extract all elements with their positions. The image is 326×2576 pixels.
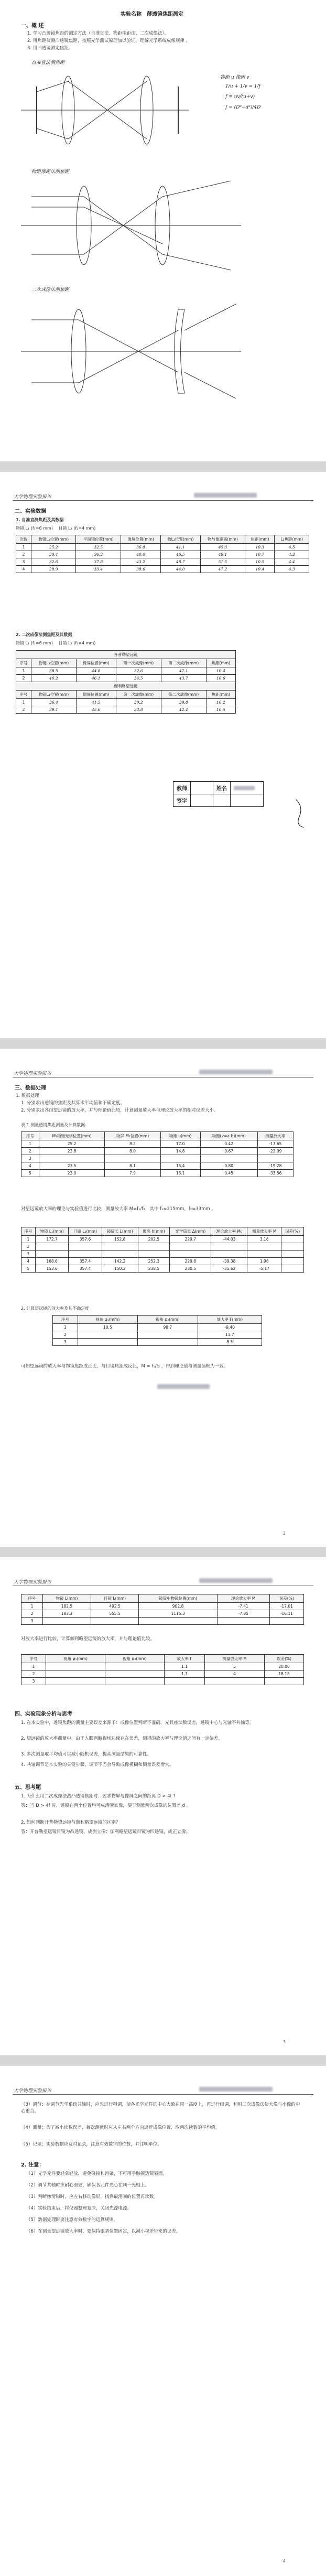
lens-diagram-1	[21, 66, 189, 155]
table-row: 2 11.7	[53, 1331, 262, 1339]
table-row: 4 28.9 33.4 38.6 44.0 47.2 10.4 4.3	[16, 566, 309, 573]
think-line: 答：开普勒望远镜目镜为凸透镜，成倒立像；伽利略望远镜目镜为凹透镜，成正立像。	[21, 1829, 191, 1835]
table-row: 3 32.6 37.8 43.2 48.7 51.5 10.5 4.4	[16, 558, 309, 566]
intro-line: 2. 分别求出各组望远镜的放大率，并与理论值比较，计算测量放大率与理论放大率的相对误差大小。	[21, 1108, 219, 1113]
page-number: 2	[283, 1531, 286, 1536]
list-item: （4）实验结束后，将仪器整理复原，关闭光源电源。	[26, 2206, 132, 2211]
data-table-1: 次数 物镜L₁位置(mm) 平面镜位置(mm) 像屏位置(mm) 物L₁位置(mm) 物与像距离(mm) 焦距(mm) L₂焦距(mm) 1 25.2 32.5 36.8 41.1 45.3 10.3 4.5 2 30.4 36.2 40.0 46.5 49.1 10.7 4.2 3 32.6 37.8 43.2 48.7 51.5 10.5 4.4 4 28.9 33.4 38.6 44.0 47.2 10.4 4.3	[16, 535, 309, 573]
sub-heading: 1. 自准直测焦距及其数据	[16, 518, 64, 522]
table-row: 1 1.1 5 20.00	[21, 1663, 304, 1670]
paragraph: 对望远镜放大率的理论与实验值进行比较，测量放大率 M=f₁/f₂，其中 f₁=215mm，f₂=33mm 。	[21, 1206, 216, 1212]
pen-mark	[294, 797, 309, 828]
page-4	[0, 1557, 326, 2055]
section-heading: 一、概 述	[21, 23, 44, 29]
analysis-line: 1. 在本实验中，透镜焦距的测量主要误差来源于：成像位置判断不准确，光具座读数误差，透镜中心与光轴不共轴等。	[21, 1720, 254, 1726]
data-table-7: 序号 视角 φ₁(mm) 视角 φ₂(mm) 放大率 Γ 测量放大率 M 误差(%) 1 1.1 5 20.00 2 1.7 4 18.18 3	[21, 1654, 304, 1685]
page-3	[0, 1049, 326, 1547]
intro-line: 1. 分别求出透镜的焦距及其算术平均值和不确定度。	[21, 1101, 125, 1106]
sub-note: 物镜 L₁ (f₁=6 mm) 目镜 L₂ (f₂=4 mm)	[16, 641, 96, 645]
intro-line: 1. 数据处理	[16, 1093, 39, 1098]
blurred-info	[194, 493, 257, 498]
sign-label: 签字	[173, 794, 191, 807]
blurred-info	[199, 1070, 273, 1074]
table-row: 5 23.0 7.9 15.1 0.45 -33.56	[21, 1170, 294, 1177]
name-label: 姓名	[213, 782, 231, 794]
data-table-2: 开普勒望远镜 序号 物镜L₁位置(mm) 像屏位置(mm) 第一次成像(mm) 第二次成像(mm) 焦距(mm) 1 38.5 44.8 32.6 42.1 10.4 2 40.2 46.1 34.5 43.7 10.6 伽利略望远镜 序号 物镜L₁位置(mm) 像屏位置(mm) 第一次成像(mm) 第二次成像(mm) 焦距(mm) 1 36.4 41.5 30.2 39.8 10.2 2 39.1 45.6 33.8 42.4 10.5	[16, 650, 236, 714]
blurred-info	[199, 2087, 273, 2092]
table-row: 4 23.5 8.1 15.4 0.80 -19.28	[21, 1162, 294, 1170]
page-header: 大学物理实验报告	[14, 494, 52, 500]
paragraph: （3）调节：在调节光学系统共轴时，应先进行粗调，使各光学元件的中心大致在同一高度上，再进行细调，利用二次成像法使大像与小像的中心重合。	[21, 2102, 300, 2115]
signature-box	[173, 781, 264, 807]
blurred-info	[157, 1384, 210, 1389]
sub-note: 物镜 L₁ (f₁=6 mm) 目镜 L₂ (f₂=4 mm)	[16, 526, 96, 531]
table-row: 1 10.5 98.7 -9.40	[53, 1324, 262, 1331]
teacher-label: 教师	[173, 782, 191, 794]
page-number: 3	[283, 2040, 286, 2044]
paragraph: 可知望远镜的放大率与物镜焦距成正比，与目镜焦距成反比，M = f₁/f₂ ，得到理论值与测量值较为一致。	[21, 1364, 229, 1369]
paragraph: （5）记录：实验数据应及时记录，注意有效数字的位数，并注明单位。	[21, 2142, 162, 2147]
table-row: 1 172.7 357.6 152.8 202.5 229.7 -44.03 3.16	[21, 1236, 304, 1243]
table-row: 4 168.6 357.4 142.2 252.3 229.8 -39.38 1.98	[21, 1258, 304, 1265]
table-row: 2	[21, 1243, 304, 1251]
table-row: 2 1.7 4 18.18	[21, 1670, 304, 1678]
table-row: 5 153.6 357.4 150.3 238.5 230.5 -35.62 -5.17	[21, 1265, 304, 1273]
intro-line: 3. 用凹透镜测定焦距。	[27, 46, 73, 51]
intro-line: 1. 学习凸透镜焦距的测定方法（自准直法、物距像距法、二次成像法）。	[27, 31, 169, 36]
data-table-6: 序号 物镜 L(mm) 目镜 L(mm) 镜筒中物镜位置(mm) 理论放大率 M 误差(%) 1 182.5 492.5 902.8 -7.41 -17.01 2 183.3 555.5 1115.3 -7.85 -16.11 3	[21, 1594, 304, 1625]
paragraph: 对放大率进行比较，计算伽利略望远镜的放大率，并与理论值比较。	[21, 1636, 155, 1642]
page-2	[0, 472, 326, 1038]
page-1	[0, 0, 326, 461]
think-line: 答：当 D > 4f 时，透镜在两个位置均可成清晰实像，便于测量两次成像的位置差 d 。	[21, 1803, 191, 1808]
formula: f = uv/(u+v)	[225, 94, 255, 100]
table-row: 2 183.3 555.5 1115.3 -7.85 -16.11	[21, 1610, 304, 1618]
list-item: （3）判断像清晰时，应左右移动像屏，找到最清晰的位置再读数。	[26, 2194, 158, 2200]
page-header: 大学物理实验报告	[14, 1580, 52, 1585]
data-table-5: 序号 视角 φ₁(mm) 视角 φ₂(mm) 放大率 Γ(mm) 1 10.5 98.7 -9.40 2 11.7 3 8.5	[52, 1315, 262, 1346]
intro-line: 2. 用焦距仪测凸透镜焦距，按照光学测试原理加以验证，理解光学系统成像规律 。	[27, 38, 191, 44]
table-row: 2 39.1 45.6 33.8 42.4 10.5	[16, 706, 236, 714]
page-number: 4	[283, 2559, 286, 2563]
table-row: 3	[21, 1155, 294, 1162]
list-item: （1）光学元件要轻拿轻放，避免碰撞和污染，不可用手触摸透镜表面。	[26, 2171, 167, 2176]
table-caption: 表 1 测量透镜焦距测量及计算数据	[21, 1123, 85, 1127]
table-row: 1 38.5 44.8 32.6 42.1 10.4	[16, 667, 236, 675]
diagram-label: 二次成像法测焦距	[31, 287, 70, 293]
table-row: 1 36.4 41.5 30.2 39.8 10.2	[16, 699, 236, 706]
section-heading: 三、数据处理	[15, 1085, 46, 1091]
table-row: 3 8.5	[53, 1339, 262, 1346]
table-row: 3	[21, 1251, 304, 1258]
section-heading: 五、思考题	[15, 1785, 41, 1791]
lens-diagram-2	[21, 176, 241, 275]
diagram-label: 物距像距法测焦距	[31, 169, 70, 175]
sub-heading: 2. 二次成像法测焦距及其数据	[16, 632, 72, 637]
think-line: 2. 如何判断开普勒望远镜与伽利略望远镜的区别？	[21, 1820, 121, 1825]
table-row: 1 182.5 492.5 902.8 -7.41 -17.01	[21, 1603, 304, 1610]
table-row: 3	[21, 1618, 304, 1625]
section-heading: 二、实验数据	[15, 509, 46, 514]
lens-diagram-3	[21, 294, 241, 409]
analysis-line: 3. 多次测量取平均值可以减小随机误差，提高测量结果的可靠性。	[21, 1752, 151, 1757]
table-row: 1 25.2 8.2 17.0 0.42 -17.65	[21, 1140, 294, 1148]
data-table-4: 序号 物镜 L₁(mm) 目镜 L₂(mm) 镜筒长 L(mm) 像高 h(mm) 光学筒长 Δ(mm) 理论放大率 M₀ 测量放大率 M 误差(%) 1 172.7 357.6 152.8 202.5 229.7 -44.03 3.16 2 3 4 168.6 357.4 142.2 252.3 229.8 -39.38 1.98 5 153.6 357.4 150.3 238.5 230.5 -35.62 -5.17	[21, 1227, 304, 1273]
formula: f = (D²−d²)/4D	[225, 105, 261, 110]
table-row: 2 40.2 46.1 34.5 43.7 10.6	[16, 675, 236, 682]
report-title: 实验名称 薄透镜焦距测定	[121, 12, 183, 17]
section-heading: 四、实验现象分析与思考	[15, 1711, 72, 1717]
formula: 1/u + 1/v = 1/f	[225, 84, 261, 89]
table-row: 2 22.8 8.0 14.8 0.67 -22.09	[21, 1148, 294, 1155]
analysis-line: 2. 望远镜的放大率测量中，由于人眼判断视场边缘存在误差，测得的放大率与理论值之间有一定偏差。	[21, 1736, 223, 1741]
sub-heading: 2. 计算望远镜的放大率及其不确定度	[21, 1306, 90, 1311]
section-heading: 2. 注意：	[21, 2162, 45, 2168]
list-item: （5）数据处理时要注意有效数字的运算规则。	[26, 2217, 118, 2223]
think-line: 1. 为什么用二次成像法测凸透镜焦距时，要求物屏与像屏之间的距离 D > 4f ?	[21, 1794, 176, 1799]
table-row: 3	[21, 1678, 304, 1685]
list-item: （6）在测量望远镜放大率时，要保持眼睛位置固定，以减小视差带来的误差。	[26, 2229, 181, 2234]
table-row: 1 25.2 32.5 36.8 41.1 45.3 10.3 4.5	[16, 544, 309, 551]
blurred-info	[199, 1578, 273, 1583]
list-item: （2）调节共轴时应耐心细致，确保各元件光心在同一光轴上。	[26, 2183, 149, 2188]
page-header: 大学物理实验报告	[14, 1071, 52, 1076]
data-table-3: 序号 M₁物镜光学位置(mm) 物屏 M₂位置(mm) 物距 u(mm) 物距(v=a-b)(mm) 测量放大率 1 25.2 8.2 17.0 0.42 -17.65 2 22.8 8.0 14.8 0.67 -22.09 3 4 23.5 8.1 15.4 0.80 -19.28 5 23.0 7.9 15.1 0.45 -33.56	[21, 1131, 294, 1177]
diagram-label: 自准直法测焦距	[31, 60, 65, 66]
page-5	[0, 2066, 326, 2576]
table-row: 2 30.4 36.2 40.0 46.5 49.1 10.7 4.2	[16, 551, 309, 558]
page-header: 大学物理实验报告	[14, 2088, 52, 2094]
analysis-line: 4. 共轴调节是本实验的关键步骤，调节不当会导致成像模糊和测量误差增大。	[21, 1762, 174, 1767]
paragraph: （4）测量：为了减小读数误差，每次测量时应从左右两个方向逼近成像位置，取两次读数的平均值。	[21, 2125, 220, 2130]
formula: 物距 u 像距 v	[220, 75, 249, 80]
